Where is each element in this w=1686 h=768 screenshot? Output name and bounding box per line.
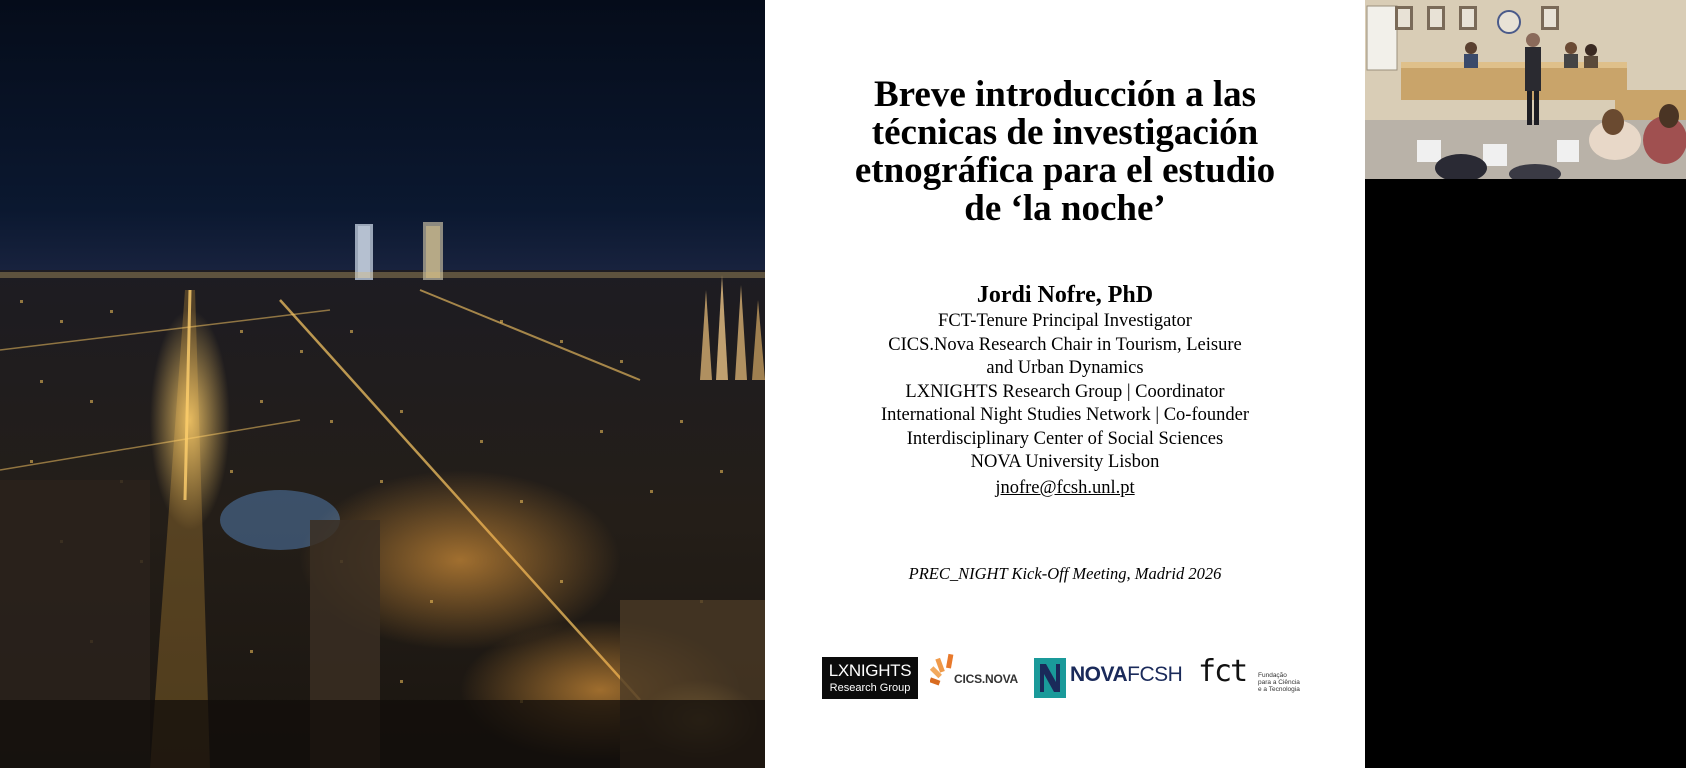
cics-nova-logo xyxy=(930,648,1022,704)
affiliation-list xyxy=(765,310,1365,475)
night-city-image xyxy=(0,0,765,768)
affiliation-line: FCT-Tenure Principal Investigator xyxy=(938,311,1192,331)
logo-row xyxy=(822,648,1322,704)
presentation-slide xyxy=(765,0,1365,768)
meeting-note: PREC_NIGHT Kick-Off Meeting, Madrid 2026 xyxy=(908,564,1222,583)
nova-n-mark-icon xyxy=(1034,658,1066,698)
nova-fcsh-logo-text xyxy=(1070,663,1182,687)
city-photo xyxy=(0,0,765,768)
webcam-video-icon xyxy=(1365,0,1686,179)
webcam-thumbnail[interactable] xyxy=(1365,0,1686,179)
slide-title: Breve introducción a las técnicas de investigación etnográfica para el estudio de ‘la noche’ xyxy=(854,74,1276,229)
fct-logo-subtext xyxy=(1258,672,1300,693)
affiliation-line: and Urban Dynamics xyxy=(986,358,1144,378)
affiliation-line: NOVA University Lisbon xyxy=(970,452,1160,472)
fct-logo-subtext-line: e a Tecnologia xyxy=(1258,686,1300,693)
lxnights-logo xyxy=(822,657,918,699)
affiliation-line: International Night Studies Network | Co-founder xyxy=(881,405,1249,425)
cics-nova-logo-text: CICS.NOVA xyxy=(954,672,1018,686)
fct-logo xyxy=(1198,648,1322,704)
affiliation-line: Interdisciplinary Center of Social Sciences xyxy=(906,428,1224,449)
nova-logo-light: FCSH xyxy=(1127,663,1183,686)
fct-logo-subtext-line: Fundação xyxy=(1258,672,1287,679)
fct-logo-subtext-line: para a Ciência xyxy=(1258,679,1300,686)
affiliation-line: LXNIGHTS Research Group | Coordinator xyxy=(905,381,1225,402)
lxnights-logo-main: LXNIGHTS xyxy=(828,661,912,680)
author-email-link[interactable]: jnofre@fcsh.unl.pt xyxy=(995,478,1135,498)
author-name: Jordi Nofre, PhD xyxy=(976,282,1154,308)
nova-logo-bold: NOVA xyxy=(1070,663,1128,686)
nova-fcsh-logo xyxy=(1034,648,1186,704)
fct-logo-text: fct xyxy=(1198,654,1247,689)
affiliation-line: CICS.Nova Research Chair in Tourism, Leisure xyxy=(888,334,1242,355)
lxnights-logo-sub: Research Group xyxy=(829,682,911,694)
